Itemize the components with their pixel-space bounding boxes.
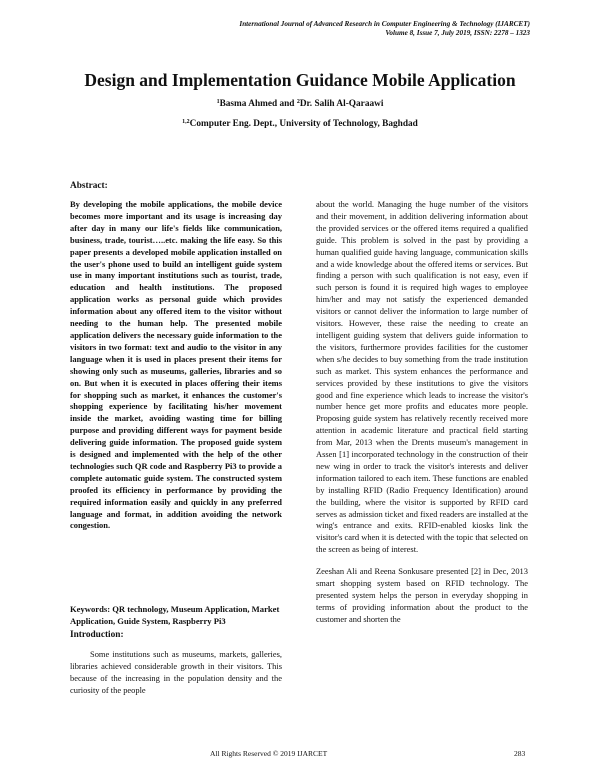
author2-superscript: 2 — [296, 99, 300, 105]
affiliation-text: Computer Eng. Dept., University of Technology, Baghdad — [189, 119, 418, 129]
author1-superscript: 1 — [216, 99, 220, 105]
journal-header — [110, 20, 530, 38]
abstract-body: By developing the mobile applications, the mobile device becomes more important and its usage is increasing day after day in many our life's fields like communication, business, trade, tourist…..etc. making the life easy. So this paper presents a developed mobile application installed on the user's phone used to build an intelligent guide system use in many important institutions such as tourist, trade, education and health institutions. The proposed application works as personal guide which provides information about any offered item to the visitor without needing to the human help. The presented mobile application delivers the necessary guide information to the visitors in two format: text and audio to the visitor in any language when it is used in places present their items for showing only such as museums, galleries, libraries and so on. But when it is executed in places offering their items for shopping such as market, it enhances the customer's shopping experience by facilitating his/her movement inside the market, avoiding wasting time for billing purpose and providing different ways for payment beside delivering guide information. The proposed guide system is designed and implemented with the help of the other technologies such QR code and Raspberry Pi3 to provide a complete automatic guide system. The constructed system proofed its efficiency in performance by providing the required information easily and quickly in any preferred language and format, in addition avoiding the network congestion. — [70, 199, 282, 531]
journal-name: International Journal of Advanced Research in Computer Engineering & Technology (IJARCET) — [239, 20, 530, 28]
abstract-heading: Abstract: — [70, 181, 108, 191]
right-column — [316, 199, 528, 626]
affiliation-line — [0, 119, 600, 129]
paper-title: Design and Implementation Guidance Mobile Application — [84, 70, 516, 90]
author2-name: Dr. Salih Al-Qaraawi — [299, 99, 384, 109]
footer-copyright: All Rights Reserved © 2019 IJARCET — [210, 749, 328, 758]
author1-name: Basma Ahmed and — [219, 99, 297, 109]
affiliation-superscript: 1,2 — [182, 119, 190, 125]
introduction-left-text: Some institutions such as museums, markets, galleries, libraries achieved considerable growth in their visitors. This because of the increasing in the population density and the curiosity of the people — [70, 649, 282, 695]
journal-volume: Volume 8, Issue 7, July 2019, ISSN: 2278 – 1323 — [385, 29, 530, 37]
related-work-paragraph: Zeeshan Ali and Reena Sonkusare presented [2] in Dec, 2013 smart shopping system based on RFID technology. The presented system helps the person in everyday shopping in terms of providing information about the product to the customer and shorten the — [316, 566, 528, 624]
introduction-heading: Introduction: — [70, 630, 124, 640]
page-number: 283 — [514, 749, 526, 758]
keywords: Keywords: QR technology, Museum Application, Market Application, Guide System, Raspberry Pi3 — [70, 604, 280, 626]
introduction-paragraph: about the world. Managing the huge number of the visitors and their movement, in addition delivering information about the provided services or the offered items required a qualified guide. This problem is solved in the past by providing a human qualified guide having language, communication skills and a wide knowledge about the offered items or services. But finding a person with such qualification is not easy, even if such person is found it is required high wages to employee him/her and may not satisfy the experienced demanded visitors or cannot deliver the information to large number of visitors. However, these raise the needing to create an intelligent guiding system that delivers guide information to the visitors, furthermore provides facilities for the customer when s/he decides to buy something from the trade institution such as market. This system enhances the performance and services provided by these institutions to give the visitors good and fine experience which leads to increase the visitor's number hence get more profits and educates more people. Proposing guide system has relatively recently received more attention in academic literature and practical field starting from Mar, 2013 when the Drents museum's management in Assen [1] incorporated technology in the construction of their new wing in order to track the visitor's interests and deliver information tailored to each item. These functions are enabled by installing RFID (Radio Frequency Identification) around the building, where the visitor is supported by RFID card serves as admission ticket and fixed readers are installed at the wing's entrance and exits. RFID-enabled kiosks link the visitor's card when it is detected with the topic that selected on the screen as being of interest. — [316, 199, 528, 555]
author-line — [0, 99, 600, 109]
